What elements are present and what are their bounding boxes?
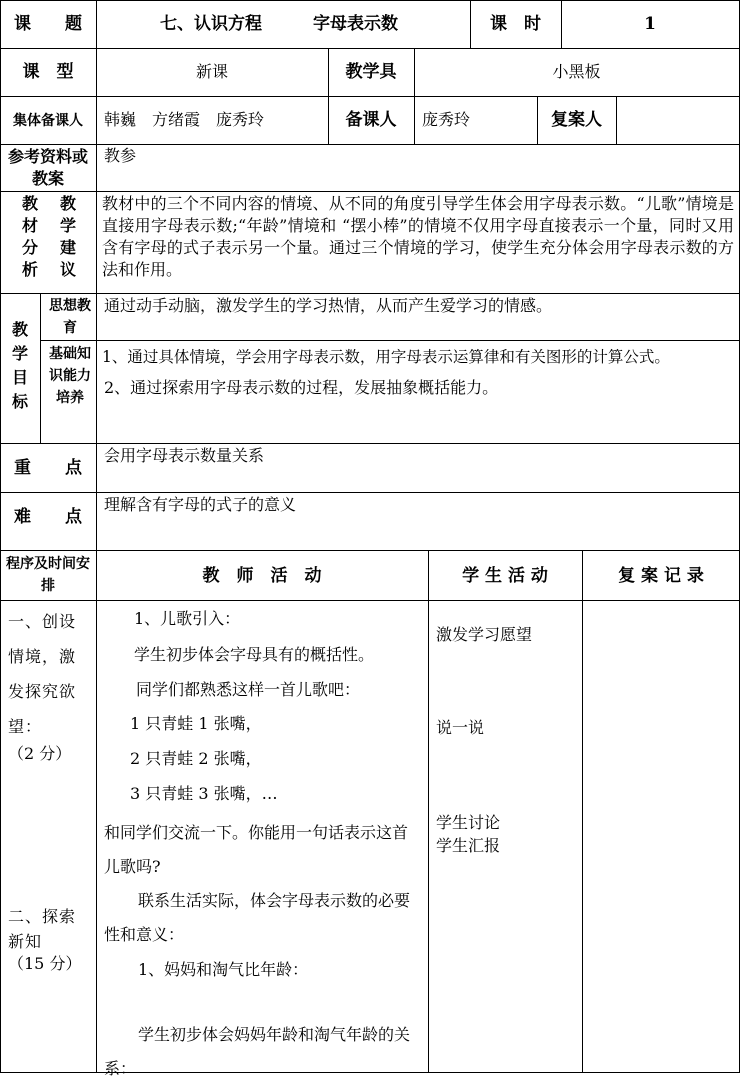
- moral-education: 通过动手动脑，激发学生的学习热情，从而产生爱学习的情感。: [104, 296, 553, 315]
- student-activity: 激发学习愿望: [436, 625, 533, 644]
- col-line: [40, 293, 41, 443]
- teacher-line: 1 只青蛙 1 张嘴，: [130, 714, 262, 733]
- label-difficulty: 难 点: [14, 507, 82, 527]
- label-group: 集体备课人: [13, 113, 83, 129]
- col-line: [582, 550, 583, 1073]
- teacher-line: 学生初步体会字母具有的概括性。: [134, 645, 375, 664]
- header-student: 学 生 活 动: [462, 566, 548, 586]
- teacher-paragraph: 和同学们交流一下。你能用一句话表示这首儿歌吗?: [104, 823, 409, 876]
- border-top: [0, 0, 740, 1]
- header-teacher: 教 师 活 动: [202, 566, 322, 586]
- teacher-paragraph: 联系生活实际，体会字母表示数的必要性和意义：: [104, 891, 411, 944]
- label-analysis-col1: 教 材 分 析: [21, 194, 38, 279]
- teacher-line: 3 只青蛙 3 张嘴，…: [130, 784, 278, 803]
- row-line: [0, 144, 740, 145]
- key-point: 会用字母表示数量关系: [104, 446, 265, 465]
- row-line: [0, 48, 740, 49]
- teacher-paragraph: 学生初步体会妈妈年龄和淘气年龄的关系：: [104, 1025, 411, 1078]
- label-topic: 课 题: [14, 14, 82, 34]
- teacher-line: 同学们都熟悉这样一首儿歌吧：: [136, 680, 361, 699]
- label-analysis-col2: 教 学 建 议: [59, 194, 76, 279]
- reference: 教参: [104, 146, 137, 165]
- preparer: 庞秀玲: [422, 110, 471, 129]
- label-goals: 教 学 目 标: [11, 320, 28, 411]
- header-review: 复 案 记 录: [618, 566, 704, 586]
- row-line: [0, 600, 740, 601]
- teacher-line: 1、妈妈和淘气比年龄：: [138, 960, 309, 979]
- border-left: [0, 0, 1, 1073]
- label-reference: 参考资料或教案: [7, 147, 88, 188]
- label-preparer: 备课人: [345, 110, 397, 130]
- label-moral-education: 思想教育: [49, 298, 91, 336]
- textbook-analysis: 教材中的三个不同内容的情境、从不同的角度引导学生体会用字母表示数。“儿歌”情境是直接用字母表示数;“年龄”情境和 “摆小棒”的情境不仅用字母直接表示一个量，同时又用含有字母的式子表示另一个量。通过三个情境的学习，使学生充分体会用字母表示数的方法和作用。: [102, 194, 734, 279]
- label-review: 复案人: [551, 110, 602, 130]
- program-step-2-time: （15 分）: [8, 954, 82, 973]
- teaching-tools: 小黑板: [552, 62, 601, 81]
- row-line: [0, 550, 740, 551]
- lesson-type: 新课: [195, 62, 228, 81]
- row-line: [0, 191, 740, 192]
- col-line: [414, 96, 415, 144]
- col-line: [96, 550, 97, 1073]
- teacher-line: 2 只青蛙 2 张嘴，: [130, 749, 262, 768]
- program-step-1: 一、创设情境，激发探究欲望：: [8, 612, 77, 736]
- label-tools: 教学具: [345, 62, 397, 82]
- skill-goal-2: 2、通过探索用字母表示数的过程，发展抽象概括能力。: [104, 378, 499, 397]
- group-members: 韩巍 方绪霞 庞秀玲: [104, 110, 265, 129]
- header-program: 程序及时间安排: [6, 556, 90, 594]
- col-line: [616, 96, 617, 144]
- program-step-1-time: （2 分）: [8, 744, 72, 763]
- student-activity: 说一说: [436, 718, 485, 737]
- difficulty: 理解含有字母的式子的意义: [104, 495, 297, 514]
- teacher-line: 1、儿歌引入：: [134, 609, 241, 628]
- row-line: [0, 492, 740, 493]
- label-type: 课 型: [22, 62, 74, 82]
- lesson-topic: 七、认识方程 字母表示数: [160, 14, 398, 34]
- label-period: 课 时: [490, 14, 541, 34]
- student-activity: 学生讨论: [436, 813, 501, 832]
- skill-goal-1: 1、通过具体情境，学会用字母表示数，用字母表示运算律和有关图形的计算公式。: [102, 348, 670, 366]
- label-skill: 基础知识能力培养: [49, 346, 91, 406]
- row-line: [40, 340, 740, 341]
- col-line: [96, 0, 97, 550]
- student-activity: 学生汇报: [436, 836, 501, 855]
- row-line: [0, 293, 740, 294]
- program-step-2: 二、探索新知: [8, 907, 77, 951]
- row-line: [0, 96, 740, 97]
- row-line: [0, 443, 740, 444]
- col-line: [428, 550, 429, 1073]
- label-key-point: 重 点: [14, 458, 82, 478]
- period-count: 1: [644, 14, 656, 34]
